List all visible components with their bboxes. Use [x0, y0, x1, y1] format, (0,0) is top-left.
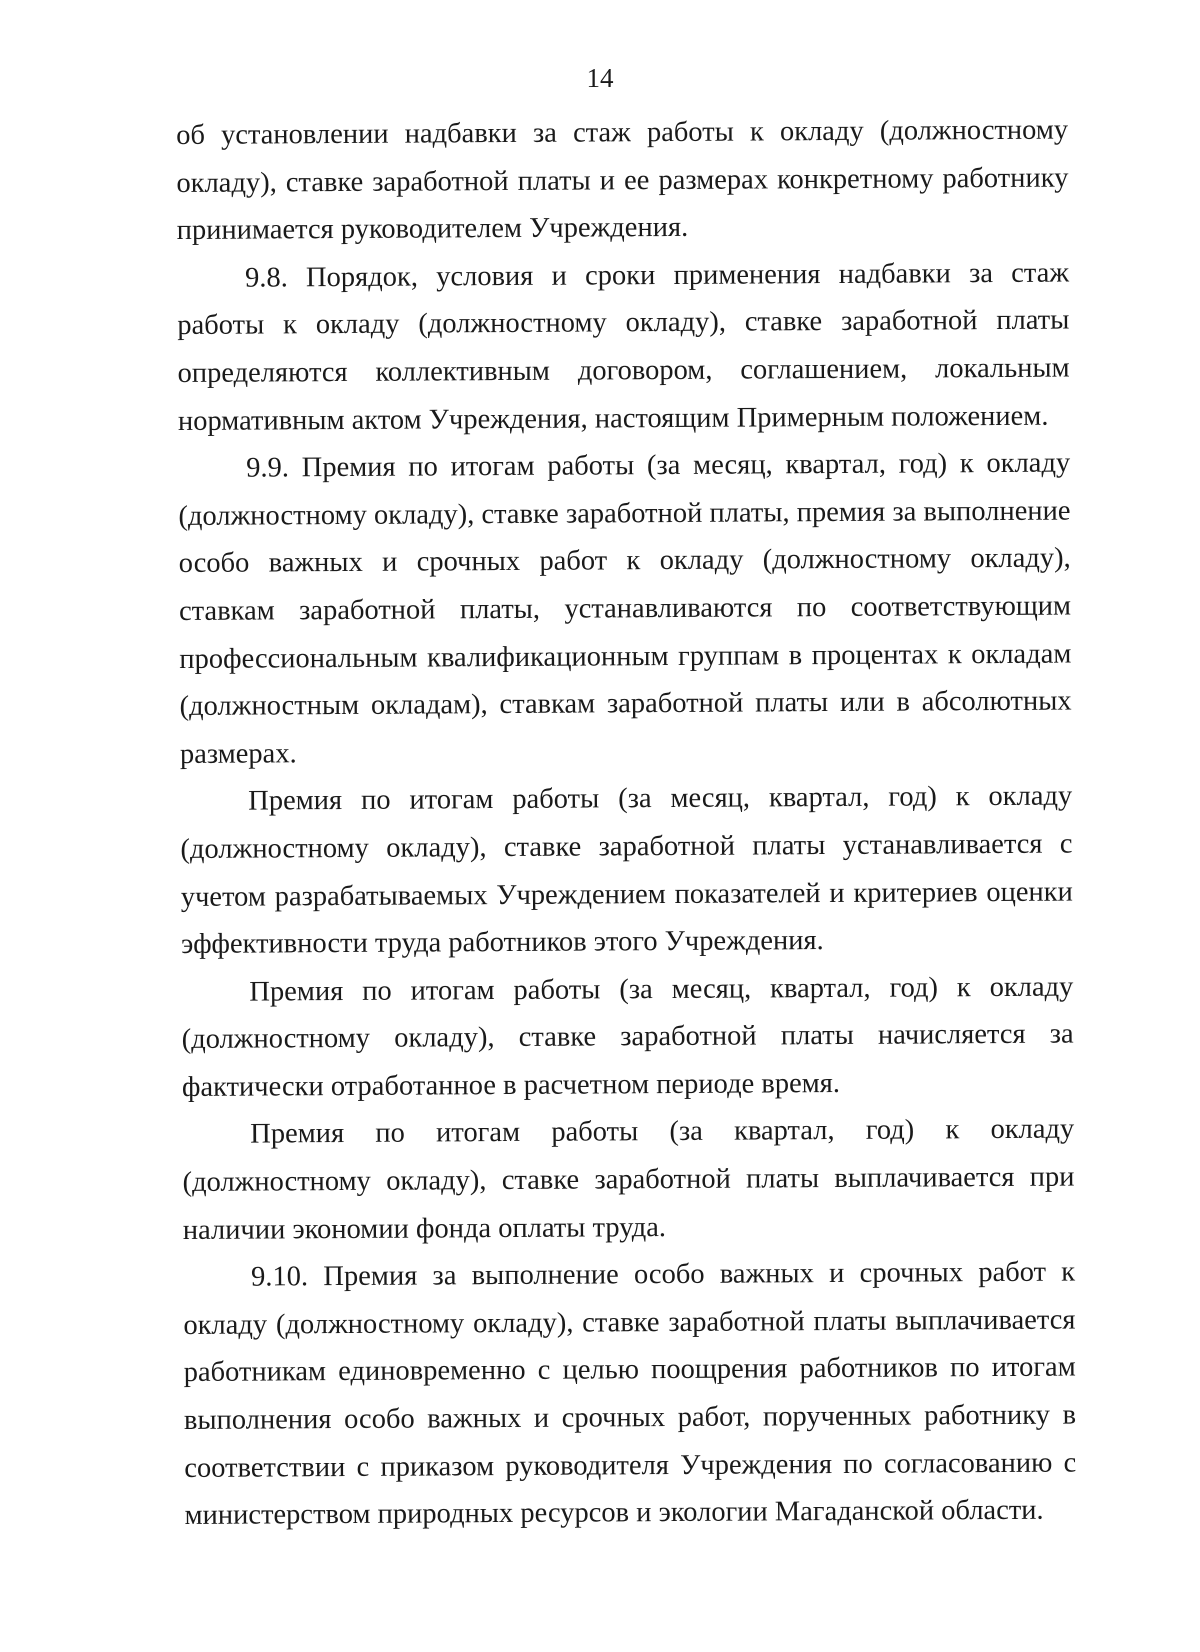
- paragraph-clause-9-9: 9.9. Премия по итогам работы (за месяц, квартал, год) к окладу (должностному окладу), ставке заработной платы, премия за выполнение особо важных и срочных работ к окладу (должностному окладу), ставкам заработной платы, устанавливаются по соответствующим профессиональным квалификационным группам в процентах к окладам (должностным окладам), ставкам заработной платы или в абсолютных размерах.: [178, 447, 1072, 770]
- paragraph-bonus-accrual: Премия по итогам работы (за месяц, квартал, год) к окладу (должностному окладу), ставке заработной платы начисляется за фактически отработанное в расчетном периоде время.: [181, 971, 1074, 1103]
- page-number: 14: [586, 63, 614, 93]
- paragraph-clause-9-8: 9.8. Порядок, условия и сроки применения надбавки за стаж работы к окладу (должностному окладу), ставке заработной платы определяются коллективным договором, соглашением, локальным нормативным актом Учреждения, настоящим Примерным положением.: [177, 257, 1070, 437]
- paragraph-continuation: об установлении надбавки за стаж работы к окладу (должностному окладу), ставке заработной платы и ее размерах конкретному работнику принимается руководителем Учреждения.: [176, 114, 1069, 247]
- document-body: [176, 107, 1077, 1540]
- paragraph-bonus-criteria: Премия по итогам работы (за месяц, квартал, год) к окладу (должностному окладу), ставке заработной платы устанавливается с учетом разрабатываемых Учреждением показателей и критериев оценки эффективности труда работников этого Учреждения.: [180, 780, 1073, 961]
- paragraph-bonus-payment: Премия по итогам работы (за квартал, год) к окладу (должностному окладу), ставке заработной платы выплачивается при наличии экономии фонда оплаты труда.: [182, 1114, 1075, 1246]
- paragraph-clause-9-10: 9.10. Премия за выполнение особо важных и срочных работ к окладу (должностному окладу), ставке заработной платы выплачивается работникам единовременно с целью поощрения работников по итогам выполнения особо важных и срочных работ, порученных работнику в соответствии с приказом руководителя Учреждения по согласованию с министерством природных ресурсов и экологии Магаданской области.: [183, 1256, 1077, 1532]
